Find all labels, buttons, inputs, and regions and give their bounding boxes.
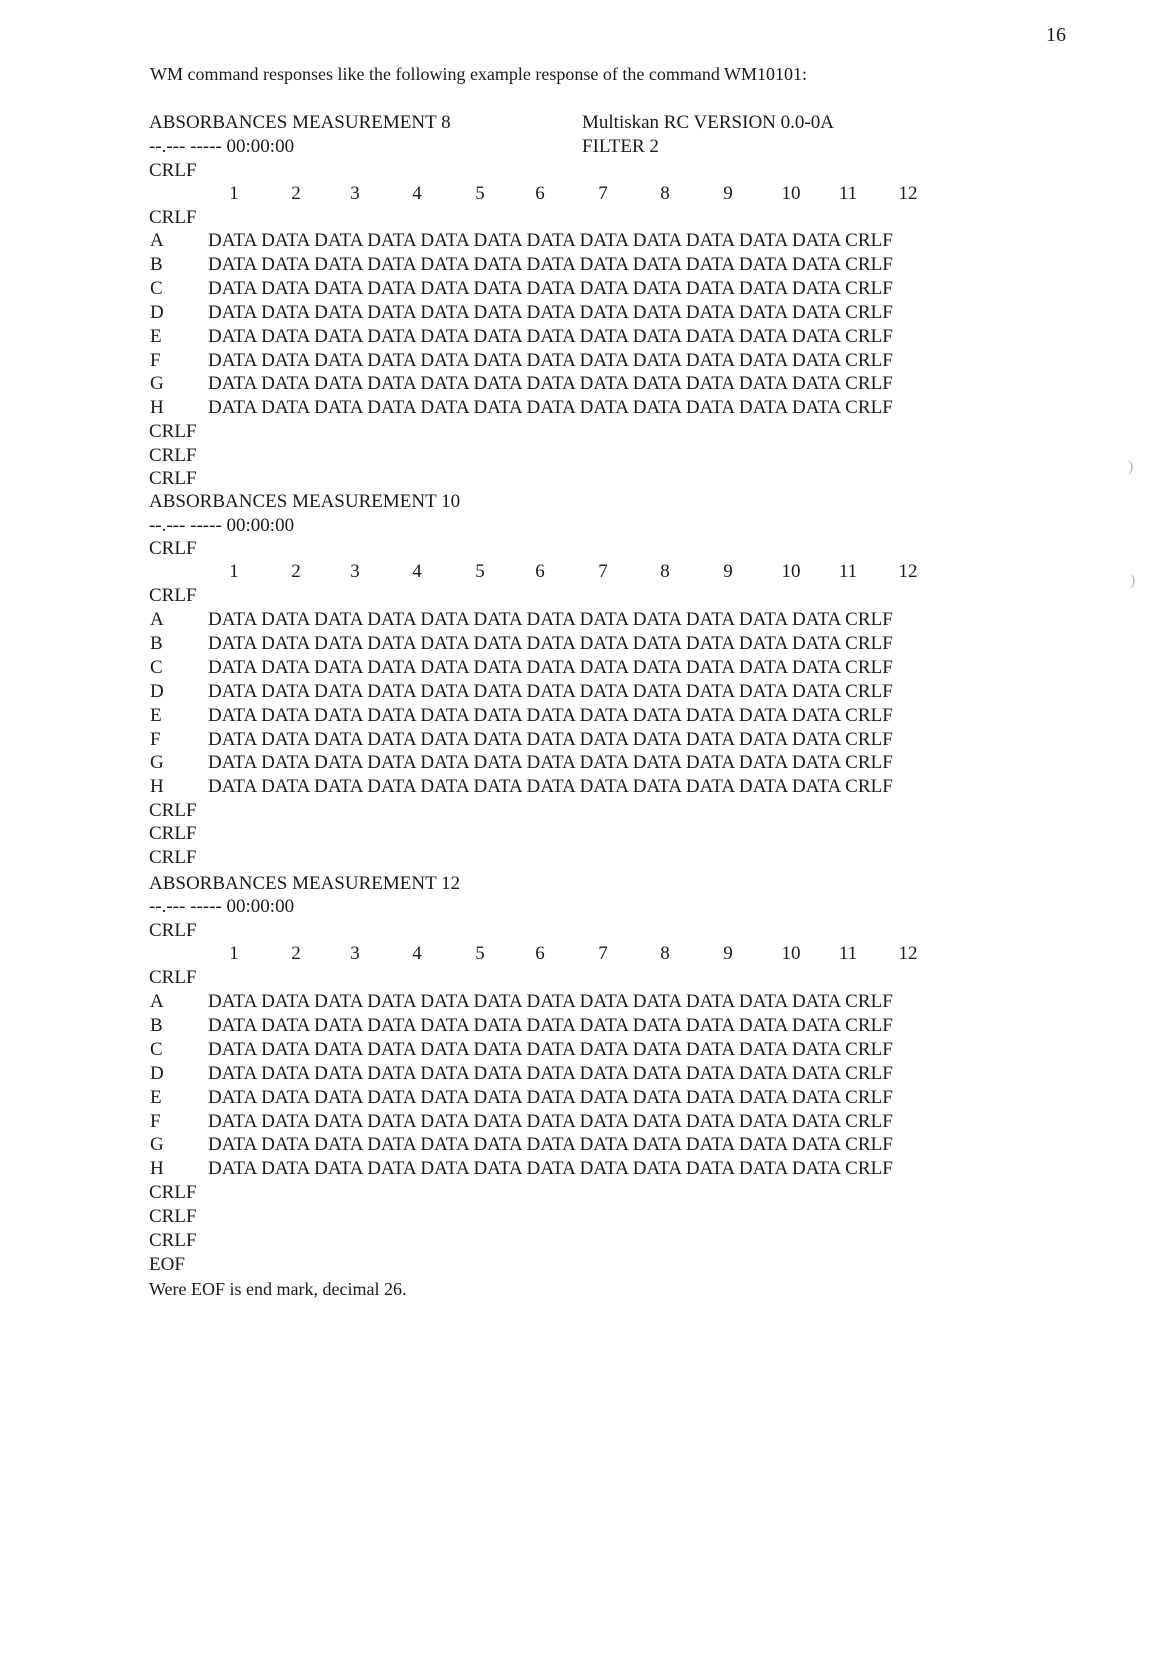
timestamp: --.--- ----- 00:00:00 [149,515,295,536]
column-header-11: 11 [838,561,858,582]
crlf-line: CRLF [149,847,197,868]
crlf-line: CRLF [149,800,197,821]
row-data: DATA DATA DATA DATA DATA DATA DATA DATA DATA DATA DATA DATA CRLF [208,277,893,299]
footer-note: Were EOF is end mark, decimal 26. [149,1279,407,1299]
row-data: DATA DATA DATA DATA DATA DATA DATA DATA DATA DATA DATA DATA CRLF [208,349,893,371]
row-data: DATA DATA DATA DATA DATA DATA DATA DATA DATA DATA DATA DATA CRLF [208,991,893,1012]
block-title: ABSORBANCES MEASUREMENT 8 [149,112,451,133]
row-data: DATA DATA DATA DATA DATA DATA DATA DATA DATA DATA DATA DATA CRLF [208,776,893,798]
crlf-line: CRLF [149,160,197,181]
column-header-5: 5 [475,183,485,204]
row-data: DATA DATA DATA DATA DATA DATA DATA DATA DATA DATA DATA DATA CRLF [208,728,893,750]
page-number: 16 [1046,24,1066,46]
row-label: C [150,1038,163,1060]
column-header-9: 9 [723,561,733,582]
eof-label: EOF [149,1254,185,1275]
crlf-line: CRLF [149,920,197,941]
column-header-10: 10 [781,561,801,582]
column-header-1: 1 [229,183,239,204]
column-header-7: 7 [598,943,608,964]
column-header-4: 4 [412,183,422,204]
column-header-3: 3 [350,943,360,964]
column-header-8: 8 [660,561,670,582]
row-data: DATA DATA DATA DATA DATA DATA DATA DATA DATA DATA DATA DATA CRLF [208,656,893,678]
crlf-line: CRLF [149,1182,197,1203]
crlf-line: CRLF [149,1206,197,1227]
row-data: DATA DATA DATA DATA DATA DATA DATA DATA DATA DATA DATA DATA CRLF [208,230,893,251]
column-header-4: 4 [412,943,422,964]
intro-text: WM command responses like the following example response of the command WM10101: [150,64,808,84]
column-header-2: 2 [291,561,301,582]
row-data: DATA DATA DATA DATA DATA DATA DATA DATA DATA DATA DATA DATA CRLF [208,1062,893,1084]
row-data: DATA DATA DATA DATA DATA DATA DATA DATA DATA DATA DATA DATA CRLF [208,397,893,419]
row-data: DATA DATA DATA DATA DATA DATA DATA DATA DATA DATA DATA DATA CRLF [208,632,893,654]
row-label: B [150,253,163,275]
crlf-line: CRLF [149,538,197,559]
block-title: ABSORBANCES MEASUREMENT 12 [149,873,461,894]
column-header-1: 1 [229,943,239,964]
column-header-6: 6 [535,943,545,964]
row-label: E [150,325,162,347]
timestamp: --.--- ----- 00:00:00 [149,136,295,157]
column-header-1: 1 [229,561,239,582]
crlf-line: CRLF [149,967,197,988]
crlf-line: CRLF [149,445,197,466]
row-data: DATA DATA DATA DATA DATA DATA DATA DATA DATA DATA DATA DATA CRLF [208,1158,893,1180]
scan-speck: ) [1128,458,1134,475]
column-header-9: 9 [723,943,733,964]
column-header-11: 11 [838,943,858,964]
column-header-2: 2 [291,943,301,964]
row-data: DATA DATA DATA DATA DATA DATA DATA DATA DATA DATA DATA DATA CRLF [208,373,893,395]
row-data: DATA DATA DATA DATA DATA DATA DATA DATA DATA DATA DATA DATA CRLF [208,704,893,726]
column-header-7: 7 [598,183,608,204]
column-header-12: 12 [898,561,918,582]
row-data: DATA DATA DATA DATA DATA DATA DATA DATA DATA DATA DATA DATA CRLF [208,609,893,630]
row-label: D [150,301,164,323]
column-header-6: 6 [535,183,545,204]
row-label: G [150,1134,164,1156]
column-header-11: 11 [838,183,858,204]
row-label: F [150,728,161,750]
row-label: A [150,991,164,1012]
row-label: F [150,349,161,371]
row-label: H [150,776,164,798]
row-data: DATA DATA DATA DATA DATA DATA DATA DATA DATA DATA DATA DATA CRLF [208,1038,893,1060]
row-label: H [150,397,164,419]
column-header-8: 8 [660,943,670,964]
column-header-2: 2 [291,183,301,204]
column-header-9: 9 [723,183,733,204]
row-data: DATA DATA DATA DATA DATA DATA DATA DATA DATA DATA DATA DATA CRLF [208,1110,893,1132]
row-data: DATA DATA DATA DATA DATA DATA DATA DATA DATA DATA DATA DATA CRLF [208,301,893,323]
timestamp: --.--- ----- 00:00:00 [149,896,295,917]
column-header-5: 5 [475,561,485,582]
scan-speck: ) [1130,572,1136,589]
row-label: A [150,609,164,630]
row-data: DATA DATA DATA DATA DATA DATA DATA DATA DATA DATA DATA DATA CRLF [208,1014,893,1036]
column-header-4: 4 [412,561,422,582]
row-label: E [150,704,162,726]
row-label: D [150,1062,164,1084]
row-label: B [150,632,163,654]
row-label: C [150,656,163,678]
row-data: DATA DATA DATA DATA DATA DATA DATA DATA DATA DATA DATA DATA CRLF [208,1134,893,1156]
block-title: ABSORBANCES MEASUREMENT 10 [149,491,461,512]
column-header-12: 12 [898,183,918,204]
crlf-line: CRLF [149,823,197,844]
column-header-7: 7 [598,561,608,582]
row-label: G [150,752,164,774]
row-label: C [150,277,163,299]
row-label: H [150,1158,164,1180]
column-header-8: 8 [660,183,670,204]
column-header-6: 6 [535,561,545,582]
row-label: E [150,1086,162,1108]
instrument-version: Multiskan RC VERSION 0.0-0A [582,112,834,133]
row-label: G [150,373,164,395]
crlf-line: CRLF [149,421,197,442]
crlf-line: CRLF [149,585,197,606]
row-data: DATA DATA DATA DATA DATA DATA DATA DATA DATA DATA DATA DATA CRLF [208,325,893,347]
row-data: DATA DATA DATA DATA DATA DATA DATA DATA DATA DATA DATA DATA CRLF [208,680,893,702]
filter-label: FILTER 2 [582,136,659,157]
crlf-line: CRLF [149,468,197,489]
crlf-line: CRLF [149,1230,197,1251]
row-data: DATA DATA DATA DATA DATA DATA DATA DATA DATA DATA DATA DATA CRLF [208,1086,893,1108]
column-header-10: 10 [781,183,801,204]
row-data: DATA DATA DATA DATA DATA DATA DATA DATA DATA DATA DATA DATA CRLF [208,253,893,275]
column-header-3: 3 [350,561,360,582]
row-label: D [150,680,164,702]
row-label: A [150,230,164,251]
row-label: F [150,1110,161,1132]
column-header-10: 10 [781,943,801,964]
column-header-12: 12 [898,943,918,964]
crlf-line: CRLF [149,207,197,228]
column-header-5: 5 [475,943,485,964]
row-label: B [150,1014,163,1036]
column-header-3: 3 [350,183,360,204]
row-data: DATA DATA DATA DATA DATA DATA DATA DATA DATA DATA DATA DATA CRLF [208,752,893,774]
